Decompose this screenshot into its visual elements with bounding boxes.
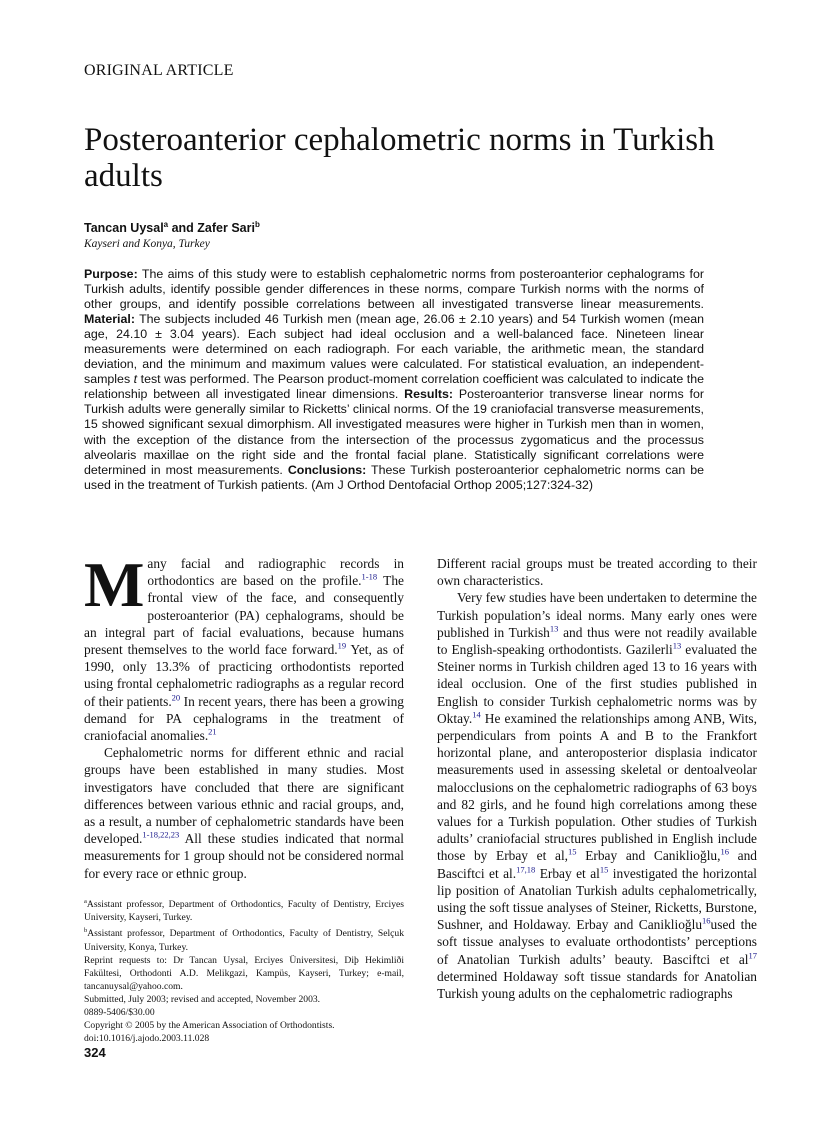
body-text: any facial and radiographic records in orthodontics are based on the profile. (147, 556, 404, 589)
article-type-label: ORIGINAL ARTICLE (84, 62, 234, 79)
author-affiliation-mark: a (163, 220, 169, 229)
body-text: The frontal view of the face, and consequently posteroanterior (PA) cephalograms, should be an integral part of facial evaluations, because humans present themselves to the world face forward. (84, 573, 404, 658)
footnote-text: Assistant professor, Department of Orthodontics, Faculty of Dentistry, Erciyes University, Kayseri, Turkey. (84, 899, 404, 924)
footnotes (84, 895, 404, 1045)
page-number: 324 (84, 1045, 106, 1060)
body-text: In recent years, there has been a growing demand for PA cephalograms in the treatment of craniofacial anomalies. (84, 693, 404, 744)
footnote (84, 1032, 404, 1045)
author-location: Kayseri and Konya, Turkey (84, 238, 210, 250)
author-joiner: and (168, 221, 198, 236)
body-text: and thus were not readily available to English-speaking orthodontists. Gazilerli (437, 624, 757, 658)
citation-reference: 14 (472, 709, 481, 720)
article-title: Posteroanterior cephalometric norms in Turkish adults (84, 122, 715, 194)
citation-reference: 1-18 (361, 571, 378, 582)
body-text: and Basciftci et al. (437, 848, 757, 881)
drop-cap: M (84, 549, 145, 620)
body-column-left (84, 549, 404, 882)
body-paragraph (84, 549, 404, 744)
body-text: Cephalometric norms for different ethnic and racial groups have been established in many studies. Most investigators have concluded that there are significant differences between various ethnic and racial groups, and, as a result, a number of cephalometric standards have been developed. (84, 745, 404, 847)
footnote (84, 954, 404, 993)
abstract-section-label: Purpose: (84, 267, 138, 281)
citation-reference: 15 (599, 864, 609, 875)
footnote (84, 1006, 404, 1019)
body-text: Different racial groups must be treated according to their own characteristics. (437, 556, 757, 589)
footnote-text: Submitted, July 2003; revised and accepted, November 2003. (84, 993, 321, 1005)
abstract-section-text: These Turkish posteroanterior cephalometric norms can be used in the treatment of Turkish patients. (Am J Orthod Dentofacial Orthop 2005;127:324-32) (84, 462, 704, 492)
body-text: Erbay and Caniklioğlu, (576, 848, 721, 864)
body-text: evaluated the Steiner norms in Turkish children aged 13 to 16 years with ideal occlusion. One of the first studies published in English to consider Turkish cephalometric norms was by Oktay. (437, 642, 758, 726)
abstract-section-text: Posteroanterior transverse linear norms for Turkish adults were generally similar to Ricketts’ clinical norms. Of the 19 craniofacial transverse measurements, 15 showed significant sexual dimorphism. All investigated measures were higher in Turkish men than in women, with the exception of the distance from the intersection of the processus zygomaticus and the processus alveolaris maxillae on the right side and the frontal facial plane. Statistically significant correlations were determined in most measurements. (84, 387, 704, 477)
footnote (84, 895, 404, 924)
body-paragraph (437, 589, 757, 1002)
body-text: Yet, as of 1990, only 13.3% of practicing orthodontists reported using frontal cephalometric radiographs as a regular record of their patients. (84, 642, 404, 709)
abstract (84, 267, 704, 493)
abstract-section-text: The subjects included 46 Turkish men (mean age, 26.06 ± 2.10 years) and 54 Turkish women (mean age, 24.10 ± 3.04 years). Each subject had ideal occlusion and a well-balanced face. Nineteen linear measurements were determined on each radiograph. For each variable, the arithmetic mean, the standard deviation, and the minimum and maximum values were calculated. For statistical evaluation, an independent-samples t test was performed. The Pearson product-moment correlation coefficient was calculated to indicate the relationship between all investigated linear dimensions. (84, 312, 704, 402)
footnote (84, 1019, 404, 1032)
abstract-section-label: Material: (84, 312, 135, 327)
abstract-section-text: The aims of this study were to establish cephalometric norms from posteroanterior cephalograms for Turkish adults, identify possible gender differences in these norms, compare Turkish norms with the norms of other groups, and identify possible correlations between all investigated transverse linear measurements. (84, 267, 704, 312)
footnote-text: doi:10.1016/j.ajodo.2003.11.028 (84, 1032, 210, 1044)
body-text: determined Holdaway soft tissue standards for Anatolian Turkish young adults on the cephalometric radiographs (437, 968, 757, 1002)
body-paragraph (84, 744, 404, 882)
citation-reference: 21 (208, 726, 217, 737)
body-text: Erbay et al (535, 865, 600, 881)
body-column-right (437, 555, 757, 1002)
body-text: All these studies indicated that normal measurements for 1 group should not be considered normal for every race or ethnic group. (84, 831, 404, 881)
footnote-text: Copyright © 2005 by the American Association of Orthodontists. (84, 1019, 335, 1031)
citation-reference: 20 (171, 692, 181, 703)
abstract-section-label: Results: (404, 387, 454, 402)
body-text: used the soft tissue analyses to evaluate orthodontists’ perceptions of Anatolian Turkish adults’ beauty. Basciftci et al (437, 917, 757, 967)
author-name: Zafer Sari (197, 221, 255, 236)
citation-reference: 19 (337, 640, 347, 651)
abstract-section-label: Conclusions: (287, 462, 367, 477)
citation-reference: 16 (702, 915, 711, 926)
author-name: Tancan Uysal (84, 221, 164, 236)
body-text: investigated the horizontal lip position of Anatolian Turkish adults cephalometrically, using the soft tissue analyses of Steiner, Ricketts, Burstone, Sushner, and Holdaway. Erbay and Caniklioğlu (437, 865, 757, 933)
footnote (84, 993, 404, 1006)
footnote-mark: b (84, 927, 88, 935)
body-text: He examined the relationships among ANB, Wits, perpendiculars from points A and B to the Frankfort horizontal plane, and anteroposterior displasia indicator measurements used in assessing skeletal or dentoalveolar malocclusions on the cephalometric radiographs of 63 boys and 82 girls, and he found high correlations among these values for a Turkish population. Other studies of Turkish adults’ craniofacial structures published in English include those by Erbay et al, (437, 710, 757, 864)
body-paragraph (437, 555, 757, 589)
author-list (84, 220, 260, 235)
footnote-text: Reprint requests to: Dr Tancan Uysal, Erciyes Üniversitesi, Diþ Hekimliði Fakültesi, Orthodonti A.D. Melikgazi, Kampüs, Kayseri, Turkey; e-mail, tancanuysal@yahoo.com. (84, 954, 404, 992)
author-affiliation-mark: b (254, 220, 260, 229)
citation-reference: 13 (549, 623, 559, 634)
citation-reference: 1-18,22,23 (142, 829, 180, 840)
footnote-text: Assistant professor, Department of Orthodontics, Faculty of Dentistry, Selçuk University, Konya, Turkey. (84, 928, 404, 953)
citation-reference: 13 (672, 640, 682, 651)
citation-reference: 17,18 (516, 864, 536, 875)
body-text: Very few studies have been undertaken to determine the Turkish population’s ideal norms. Many early ones were published in Turkish (437, 590, 757, 640)
footnote-mark: a (84, 898, 87, 905)
footnote (84, 924, 404, 953)
footnote-text: 0889-5406/$30.00 (84, 1006, 155, 1018)
citation-reference: 17 (748, 950, 757, 961)
citation-reference: 15 (568, 846, 577, 857)
citation-reference: 16 (720, 846, 729, 857)
